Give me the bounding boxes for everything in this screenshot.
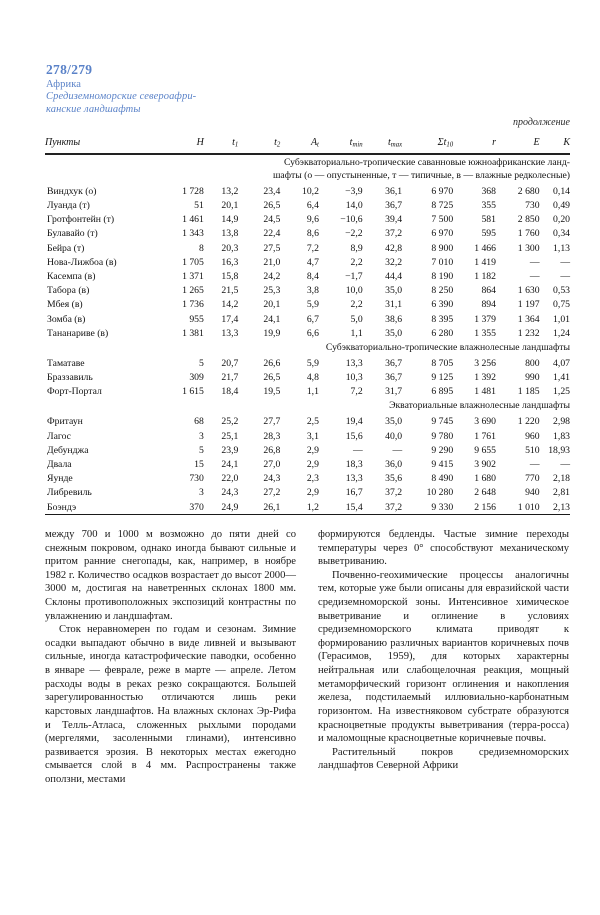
table-cell-station-name: Виндхук (о) <box>47 185 97 197</box>
table-cell-At: 4,7 <box>306 256 319 268</box>
running-head <box>46 62 346 116</box>
table-cell-At: 6,6 <box>306 327 319 339</box>
table-header-row <box>45 133 570 153</box>
table-cell-tmin: −2,2 <box>345 228 363 240</box>
table-cell-tmin: 10,3 <box>345 372 363 384</box>
table-cell-H: 1 265 <box>182 285 204 297</box>
table-cell-station-name: Дебунджа <box>47 444 89 456</box>
table-cell-E: — <box>529 270 540 282</box>
table-cell-At: 7,2 <box>306 242 319 254</box>
table-cell-r: 3 256 <box>474 357 496 369</box>
table-cell-station-name: Касемпа (в) <box>47 270 96 282</box>
table-row <box>45 269 570 283</box>
running-head-subtitle-line1: Средиземноморские североафри- <box>46 91 197 103</box>
table-cell-At: 5,9 <box>306 357 319 369</box>
table-cell-station-name: Тананариве (в) <box>47 327 109 339</box>
table-cell-t1: 21,5 <box>221 285 239 297</box>
table-cell-tmin: 2,2 <box>350 256 363 268</box>
climate-table-container <box>45 133 570 515</box>
table-cell-tmax: 39,4 <box>385 214 403 226</box>
running-head-region: Африка <box>46 78 82 90</box>
table-cell-At: 3,8 <box>306 285 319 297</box>
table-cell-H: 1 736 <box>182 299 204 311</box>
table-cell-r: 368 <box>481 185 496 197</box>
table-cell-t1: 24,1 <box>221 459 239 471</box>
table-cell-tmax: 36,7 <box>385 357 403 369</box>
table-cell-K: — <box>560 256 570 268</box>
col-header-tmax: $t_{max}$ <box>388 137 403 149</box>
table-cell-tmax: 31,1 <box>385 299 403 311</box>
table-row <box>45 500 570 514</box>
table-row <box>45 415 570 429</box>
table-cell-station-name: Браззавиль <box>47 372 93 384</box>
table-cell-H: 955 <box>189 313 204 325</box>
table-cell-station-name: Лагос <box>47 430 71 442</box>
table-cell-K: 0,75 <box>553 299 570 311</box>
table-row <box>45 371 570 385</box>
table-cell-tmax: 37,2 <box>385 501 403 513</box>
table-cell-t2: 26,6 <box>263 357 281 369</box>
col-header-E: E <box>533 137 540 149</box>
table-cell-r: 595 <box>481 228 496 240</box>
table-cell-E: 1 185 <box>517 386 540 398</box>
table-cell-St10: 6 970 <box>431 228 454 240</box>
table-cell-K: 1,24 <box>553 327 570 339</box>
table-cell-H: 730 <box>189 473 204 485</box>
col-header-At: $A_t$ <box>310 137 319 149</box>
table-cell-St10: 9 745 <box>431 416 454 428</box>
table-cell-tmin: 13,3 <box>345 473 363 485</box>
table-cell-At: 1,2 <box>306 501 319 513</box>
table-cell-K: 2,81 <box>553 487 570 499</box>
table-row <box>45 457 570 471</box>
table-cell-tmax: 36,7 <box>385 372 403 384</box>
table-cell-t2: 24,3 <box>263 473 281 485</box>
table-cell-t1: 13,8 <box>221 228 239 240</box>
table-cell-At: 6,7 <box>306 313 319 325</box>
table-cell-E: 1 630 <box>517 285 540 297</box>
table-cell-E: 990 <box>525 372 540 384</box>
table-cell-tmax: 36,7 <box>385 200 403 212</box>
table-cell-t2: 24,2 <box>263 270 281 282</box>
table-cell-tmin: 18,3 <box>345 459 363 471</box>
table-cell-r: 1 379 <box>474 313 496 325</box>
table-cell-tmin: — <box>352 444 363 456</box>
table-cell-station-name: Гротфонтейн (т) <box>47 214 115 226</box>
climate-table-body <box>45 155 570 514</box>
table-cell-H: 3 <box>199 487 204 499</box>
table-cell-t2: 26,8 <box>263 444 281 456</box>
table-row <box>45 472 570 486</box>
table-cell-t1: 14,2 <box>221 299 239 311</box>
table-cell-tmax: 31,7 <box>385 386 403 398</box>
page-folio: 278/279 <box>46 62 93 77</box>
col-header-name: Пункты <box>45 137 81 149</box>
table-cell-t2: 27,0 <box>263 459 281 471</box>
table-cell-t2: 19,9 <box>263 327 281 339</box>
table-cell-K: 0,14 <box>553 185 570 197</box>
table-cell-station-name: Форт-Портал <box>47 386 102 398</box>
table-cell-t1: 20,7 <box>221 357 239 369</box>
table-cell-station-name: Луанда (т) <box>47 200 90 212</box>
table-cell-t1: 24,9 <box>221 501 239 513</box>
table-cell-t1: 24,3 <box>221 487 239 499</box>
body-left-paragraph: между 700 и 1000 м возможно до пяти дней со снежным покровом, однако иногда бывают сильные и притом ранние снегопады, как, например, в ноябре 1982 г. Количество осадков возрастает до высот 2000—3000 м, достигая на наветренных склонах 1800 мм. Склоны противоположных экспозиций контрастны по увлажнению и ландшафтам. <box>45 529 296 622</box>
table-cell-station-name: Фритаун <box>47 416 83 428</box>
table-cell-r: 894 <box>481 299 496 311</box>
body-left-paragraph: Сток неравномерен по годам и сезонам. Зимние осадки выпадают обычно в виде ливней и вызывают сильные, иногда катастрофические паводки, особенно в январе — феврале, реже в марте — апреле. Летом расходы воды в реках резко сокращаются. Большей зарегулированностью отличаются лишь реки карстовых ландшафтов. На влажных склонах Эр-Рифа и Телль-Атласа, сложенных рыхлыми породами (мергелями, засоленными глинами), интенсивно развивается эрозия. В некоторых местах ежегодно смывается слой в 4 мм. Распространены также оползни, местами <box>45 624 296 785</box>
table-cell-St10: 8 725 <box>431 200 454 212</box>
table-cell-E: 510 <box>525 444 540 456</box>
table-cell-H: 68 <box>194 416 204 428</box>
table-cell-St10: 9 125 <box>431 372 454 384</box>
table-cell-t2: 20,1 <box>263 299 281 311</box>
table-cell-K: 1,41 <box>553 372 570 384</box>
col-header-sum-t10: $\Sigma t_{10}$ <box>437 137 454 149</box>
table-cell-At: 2,9 <box>306 459 319 471</box>
table-cell-St10: 8 490 <box>431 473 454 485</box>
table-section-heading: Субэкваториально-тропические саванновые южноафриканские ланд- шафты (о — опустыненные, т — типичные, в — влажные редколесные) <box>272 157 570 181</box>
table-cell-t1: 25,1 <box>221 430 239 442</box>
table-row <box>45 213 570 227</box>
table-cell-r: 3 690 <box>474 416 496 428</box>
table-cell-tmax: 44,4 <box>385 270 403 282</box>
table-cell-E: 960 <box>525 430 540 442</box>
table-cell-t1: 18,4 <box>221 386 239 398</box>
table-cell-K: 0,20 <box>553 214 570 226</box>
table-cell-H: 1 371 <box>182 270 204 282</box>
table-cell-tmax: 36,0 <box>385 459 403 471</box>
table-cell-station-name: Табора (в) <box>47 285 90 297</box>
table-continued-label: продолжение <box>512 117 570 128</box>
table-rule-bottom <box>45 514 570 515</box>
table-row <box>45 227 570 241</box>
table-cell-E: 1 197 <box>517 299 540 311</box>
table-cell-St10: 8 250 <box>431 285 454 297</box>
table-cell-H: 5 <box>199 444 204 456</box>
table-cell-t2: 27,2 <box>263 487 281 499</box>
table-cell-t1: 22,0 <box>221 473 239 485</box>
table-cell-E: 730 <box>525 200 540 212</box>
table-cell-station-name: Таматаве <box>47 357 85 369</box>
table-cell-t1: 13,3 <box>221 327 239 339</box>
table-cell-r: 9 655 <box>474 444 496 456</box>
table-cell-E: 1 364 <box>517 313 540 325</box>
table-cell-K: 1,83 <box>553 430 570 442</box>
col-header-r: r <box>492 137 496 149</box>
table-cell-station-name: Двала <box>47 459 72 471</box>
table-cell-r: 1 392 <box>474 372 496 384</box>
table-cell-tmax: 42,8 <box>385 242 403 254</box>
table-cell-St10: 6 280 <box>431 327 454 339</box>
table-cell-E: 1 300 <box>517 242 540 254</box>
table-cell-E: 1 760 <box>517 228 540 240</box>
table-cell-St10: 7 010 <box>431 256 454 268</box>
table-cell-St10: 9 415 <box>431 459 454 471</box>
table-cell-St10: 9 330 <box>431 501 454 513</box>
table-row <box>45 356 570 370</box>
table-cell-At: 9,6 <box>306 214 319 226</box>
table-cell-tmax: 38,6 <box>385 313 403 325</box>
table-cell-t2: 26,1 <box>263 501 281 513</box>
table-cell-E: 1 010 <box>517 501 540 513</box>
table-cell-At: 10,2 <box>301 185 319 197</box>
table-cell-t2: 24,1 <box>263 313 281 325</box>
running-head-subtitle-line2: канские ландшафты <box>46 103 141 115</box>
table-cell-H: 1 343 <box>182 228 204 240</box>
table-cell-t2: 27,5 <box>263 242 281 254</box>
col-header-H: H <box>196 137 204 149</box>
table-cell-tmin: 14,0 <box>345 200 363 212</box>
col-header-K: K <box>563 137 570 149</box>
table-cell-t2: 26,5 <box>263 372 281 384</box>
table-cell-At: 2,9 <box>306 444 319 456</box>
table-cell-At: 8,4 <box>306 270 319 282</box>
table-cell-At: 6,4 <box>306 200 319 212</box>
table-cell-t1: 23,9 <box>221 444 239 456</box>
col-header-t2: $t_2$ <box>274 137 281 149</box>
table-cell-station-name: Либревиль <box>47 487 92 499</box>
table-cell-K: 0,34 <box>553 228 570 240</box>
table-cell-H: 1 615 <box>182 386 204 398</box>
table-cell-St10: 8 900 <box>431 242 454 254</box>
table-cell-K: 4,07 <box>553 357 570 369</box>
table-cell-r: 1 419 <box>474 256 496 268</box>
table-cell-K: 1,01 <box>553 313 570 325</box>
table-cell-tmax: 36,1 <box>385 185 403 197</box>
table-row <box>45 429 570 443</box>
table-cell-t2: 26,5 <box>263 200 281 212</box>
table-cell-H: 15 <box>194 459 204 471</box>
table-row <box>45 326 570 340</box>
body-right-paragraph: Растительный покров средиземноморских ландшафтов Северной Африки <box>318 746 569 772</box>
table-cell-tmax: 40,0 <box>385 430 403 442</box>
table-cell-tmin: 7,2 <box>350 386 363 398</box>
table-cell-t1: 20,3 <box>221 242 239 254</box>
table-cell-station-name: Нова-Лижбоа (в) <box>47 256 117 268</box>
table-section-heading-row <box>45 155 570 184</box>
table-cell-station-name: Боэндэ <box>47 501 77 513</box>
table-row <box>45 198 570 212</box>
table-cell-station-name: Яунде <box>47 473 73 485</box>
table-cell-r: 581 <box>481 214 496 226</box>
table-cell-K: 0,49 <box>553 200 570 212</box>
table-cell-K: 1,25 <box>553 386 570 398</box>
table-cell-t1: 16,3 <box>221 256 239 268</box>
table-cell-tmax: 35,0 <box>385 285 403 297</box>
col-header-tmin: $t_{min}$ <box>349 137 363 149</box>
table-cell-r: 1 355 <box>474 327 496 339</box>
table-section-heading: Субэкваториально-тропические влажнолесные ландшафты <box>325 341 570 353</box>
table-cell-r: 1 680 <box>474 473 496 485</box>
table-cell-At: 5,9 <box>306 299 319 311</box>
table-cell-K: 2,98 <box>553 416 570 428</box>
table-cell-r: 2 648 <box>474 487 496 499</box>
table-cell-K: — <box>560 270 570 282</box>
table-cell-E: 1 232 <box>517 327 540 339</box>
table-cell-E: — <box>529 459 540 471</box>
table-cell-St10: 8 190 <box>431 270 454 282</box>
table-cell-St10: 6 970 <box>431 185 454 197</box>
table-cell-tmax: 32,2 <box>385 256 403 268</box>
table-cell-At: 4,8 <box>306 372 319 384</box>
body-right-paragraph: формируются бедленды. Частые зимние переходы температуры через 0° способствуют механическому выветриванию. <box>318 529 569 568</box>
table-cell-tmax: — <box>392 444 403 456</box>
table-cell-St10: 7 500 <box>431 214 454 226</box>
table-cell-H: 370 <box>189 501 204 513</box>
table-cell-H: 1 381 <box>182 327 204 339</box>
table-cell-At: 8,6 <box>306 228 319 240</box>
table-row <box>45 184 570 198</box>
body-column-left <box>45 528 296 898</box>
table-cell-K: 0,53 <box>553 285 570 297</box>
table-cell-tmin: 16,7 <box>345 487 363 499</box>
table-cell-H: 309 <box>189 372 204 384</box>
table-cell-E: — <box>529 256 540 268</box>
table-cell-tmin: 2,2 <box>350 299 363 311</box>
table-cell-K: — <box>560 459 570 471</box>
table-cell-tmin: 19,4 <box>345 416 363 428</box>
table-cell-r: 3 902 <box>474 459 496 471</box>
body-right-paragraph: Почвенно-геохимические процессы аналогичны тем, которые уже были описаны для евразийской части средиземноморской зоны. Интенсивное химическое выветривание и оглинение в условиях средиземноморского климата приводят к формированию различных вариантов коричневых почв (Герасимов, 1959), для которых характерны нейтральная или слабощелочная реакция, мощный метаморфический горизонт оглинения и накопления железа, подстилаемый иллювиально-карбонатным горизонтом. На известняковом субстрате образуются красноцветные продукты выветривания (терра-росса) и маломощные красноцветные коричневые почвы. <box>318 569 569 745</box>
table-cell-E: 2 680 <box>517 185 540 197</box>
table-cell-tmin: 15,6 <box>345 430 363 442</box>
table-section-heading-row <box>45 399 570 415</box>
table-cell-E: 940 <box>525 487 540 499</box>
table-cell-H: 1 705 <box>182 256 204 268</box>
table-cell-tmin: 15,4 <box>345 501 363 513</box>
table-cell-St10: 6 390 <box>431 299 454 311</box>
table-cell-tmax: 35,0 <box>385 327 403 339</box>
table-cell-K: 2,18 <box>553 473 570 485</box>
table-cell-r: 355 <box>481 200 496 212</box>
table-row <box>45 486 570 500</box>
table-cell-t2: 21,0 <box>263 256 281 268</box>
table-cell-tmin: 8,9 <box>350 242 363 254</box>
table-cell-t2: 23,4 <box>263 185 281 197</box>
table-cell-H: 1 461 <box>182 214 204 226</box>
table-row <box>45 312 570 326</box>
table-cell-r: 1 481 <box>474 386 496 398</box>
table-cell-t1: 25,2 <box>221 416 239 428</box>
table-cell-t2: 28,3 <box>263 430 281 442</box>
table-cell-r: 1 761 <box>474 430 496 442</box>
body-column-right <box>318 528 569 898</box>
table-cell-K: 2,13 <box>553 501 570 513</box>
table-cell-tmax: 35,6 <box>385 473 403 485</box>
table-cell-St10: 9 290 <box>431 444 454 456</box>
table-cell-E: 1 220 <box>517 416 540 428</box>
table-cell-H: 5 <box>199 357 204 369</box>
table-cell-tmin: 1,1 <box>350 327 363 339</box>
table-cell-St10: 8 705 <box>431 357 454 369</box>
table-cell-E: 770 <box>525 473 540 485</box>
table-section-heading-row <box>45 340 570 356</box>
table-cell-tmin: −3,9 <box>345 185 363 197</box>
table-cell-t1: 17,4 <box>221 313 239 325</box>
table-row <box>45 241 570 255</box>
table-cell-tmin: 10,0 <box>345 285 363 297</box>
table-cell-H: 51 <box>194 200 204 212</box>
table-cell-t1: 20,1 <box>221 200 239 212</box>
table-cell-E: 2 850 <box>517 214 540 226</box>
col-header-t1: $t_1$ <box>232 137 239 149</box>
table-cell-At: 2,9 <box>306 487 319 499</box>
table-cell-St10: 6 895 <box>431 386 454 398</box>
table-cell-At: 3,1 <box>306 430 319 442</box>
table-cell-At: 2,3 <box>306 473 319 485</box>
table-cell-St10: 8 395 <box>431 313 454 325</box>
table-cell-t2: 19,5 <box>263 386 281 398</box>
table-cell-St10: 9 780 <box>431 430 454 442</box>
table-cell-tmin: 5,0 <box>350 313 363 325</box>
table-row <box>45 255 570 269</box>
table-cell-At: 2,5 <box>306 416 319 428</box>
table-row <box>45 298 570 312</box>
table-cell-station-name: Мбея (в) <box>47 299 83 311</box>
table-cell-tmin: −1,7 <box>345 270 363 282</box>
climate-table <box>45 133 570 515</box>
table-cell-tmin: 13,3 <box>345 357 363 369</box>
table-cell-H: 1 728 <box>182 185 204 197</box>
table-cell-r: 2 156 <box>474 501 496 513</box>
table-cell-tmax: 35,0 <box>385 416 403 428</box>
table-cell-H: 8 <box>199 242 204 254</box>
table-section-heading: Экваториальные влажнолесные ландшафты <box>389 400 570 412</box>
table-cell-tmax: 37,2 <box>385 487 403 499</box>
table-cell-station-name: Зомба (в) <box>47 313 86 325</box>
table-cell-t2: 22,4 <box>263 228 281 240</box>
table-cell-t1: 13,2 <box>221 185 239 197</box>
table-cell-station-name: Булавайо (т) <box>47 228 98 240</box>
table-cell-r: 1 182 <box>474 270 496 282</box>
table-cell-tmax: 37,2 <box>385 228 403 240</box>
table-cell-tmin: −10,6 <box>340 214 363 226</box>
body-text <box>45 528 570 898</box>
table-row <box>45 284 570 298</box>
table-cell-station-name: Бейра (т) <box>47 242 85 254</box>
table-cell-r: 864 <box>481 285 496 297</box>
table-cell-t2: 27,7 <box>263 416 281 428</box>
table-cell-H: 3 <box>199 430 204 442</box>
table-row <box>45 385 570 399</box>
table-cell-t1: 14,9 <box>221 214 239 226</box>
table-cell-E: 800 <box>525 357 540 369</box>
table-cell-t2: 25,3 <box>263 285 281 297</box>
table-cell-t2: 24,5 <box>263 214 281 226</box>
table-cell-At: 1,1 <box>306 386 319 398</box>
table-cell-t1: 15,8 <box>221 270 239 282</box>
table-cell-St10: 10 280 <box>426 487 454 499</box>
table-cell-K: 18,93 <box>548 444 570 456</box>
table-cell-K: 1,13 <box>553 242 570 254</box>
table-cell-r: 1 466 <box>474 242 496 254</box>
table-cell-t1: 21,7 <box>221 372 239 384</box>
table-row <box>45 443 570 457</box>
